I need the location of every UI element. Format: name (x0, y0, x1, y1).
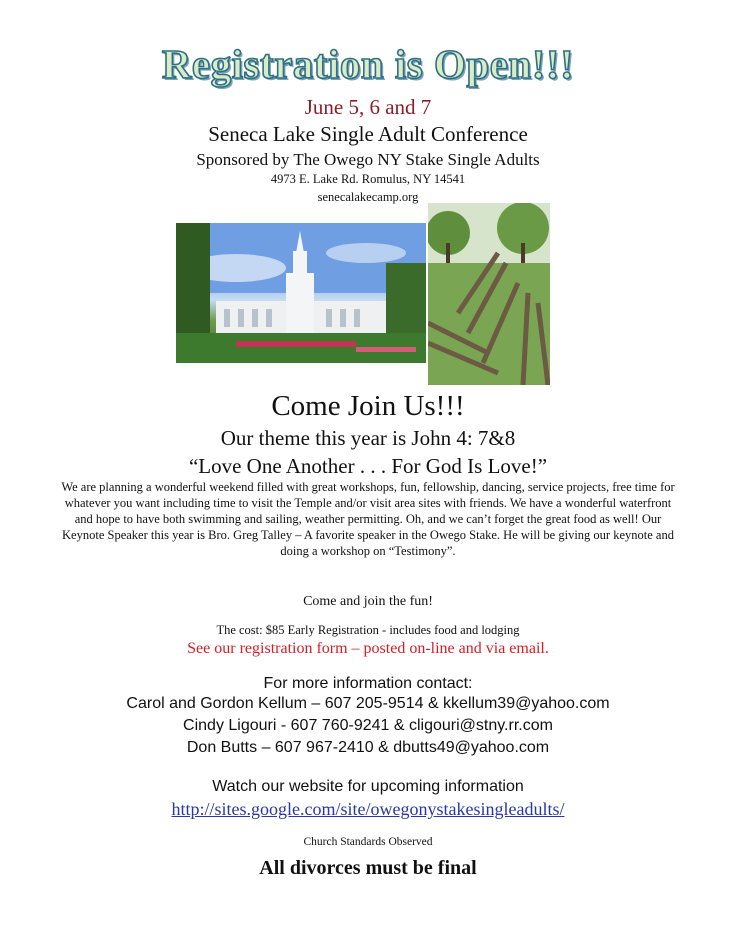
camp-website: senecalakecamp.org (317, 190, 419, 204)
come-join-heading: Come Join Us!!! (271, 390, 465, 422)
registration-note: See our registration form – posted on-line and via email. (187, 640, 549, 657)
cost-line: The cost: $85 Early Registration - includes food and lodging (216, 623, 520, 637)
contact-item: Don Butts – 607 967-2410 & dbutts49@yahoo.com (186, 739, 550, 756)
event-description: We are planning a wonderful weekend filled with great workshops, fun, fellowship, dancing, service projects, free time for whatever you want including time to visit the Temple and/or visit area sites with friends. We have a wonderful waterfront and hope to have both swimming and sailing, weather permitting. Oh, and we can’t forget the great food as well! Our Keynote Speaker this year is Bro. Greg Talley – A favorite speaker in the Owego Stake. He will be giving our keynote and doing a workshop on “Testimony”. (61, 480, 675, 558)
website-link[interactable]: http://sites.google.com/site/owegonystakesingleadults/ (171, 799, 565, 819)
fence-photo (428, 203, 550, 385)
theme-quote: “Love One Another . . . For God Is Love!” (188, 454, 548, 478)
event-dates: June 5, 6 and 7 (304, 95, 432, 119)
join-fun-line: Come and join the fun! (303, 594, 433, 609)
page-title: Registration is Open!!! (161, 41, 575, 87)
address-line: 4973 E. Lake Rd. Romulus, NY 14541 (270, 172, 466, 186)
temple-photo (176, 223, 426, 363)
contact-item: Carol and Gordon Kellum – 607 205-9514 & kkellum39@yahoo.com (126, 695, 610, 712)
watch-website-line: Watch our website for upcoming information (212, 778, 524, 795)
fence-illustration (428, 203, 550, 385)
sponsor-line: Sponsored by The Owego NY Stake Single Adults (196, 150, 540, 169)
temple-illustration (176, 223, 426, 363)
theme-line: Our theme this year is John 4: 7&8 (220, 426, 516, 450)
contact-heading: For more information contact: (263, 675, 473, 692)
contact-item: Cindy Ligouri - 607 760-9241 & cligouri@stny.rr.com (183, 717, 553, 734)
standards-note: Church Standards Observed (303, 836, 433, 848)
conference-name: Seneca Lake Single Adult Conference (208, 122, 528, 146)
divorce-requirement: All divorces must be final (259, 857, 477, 879)
